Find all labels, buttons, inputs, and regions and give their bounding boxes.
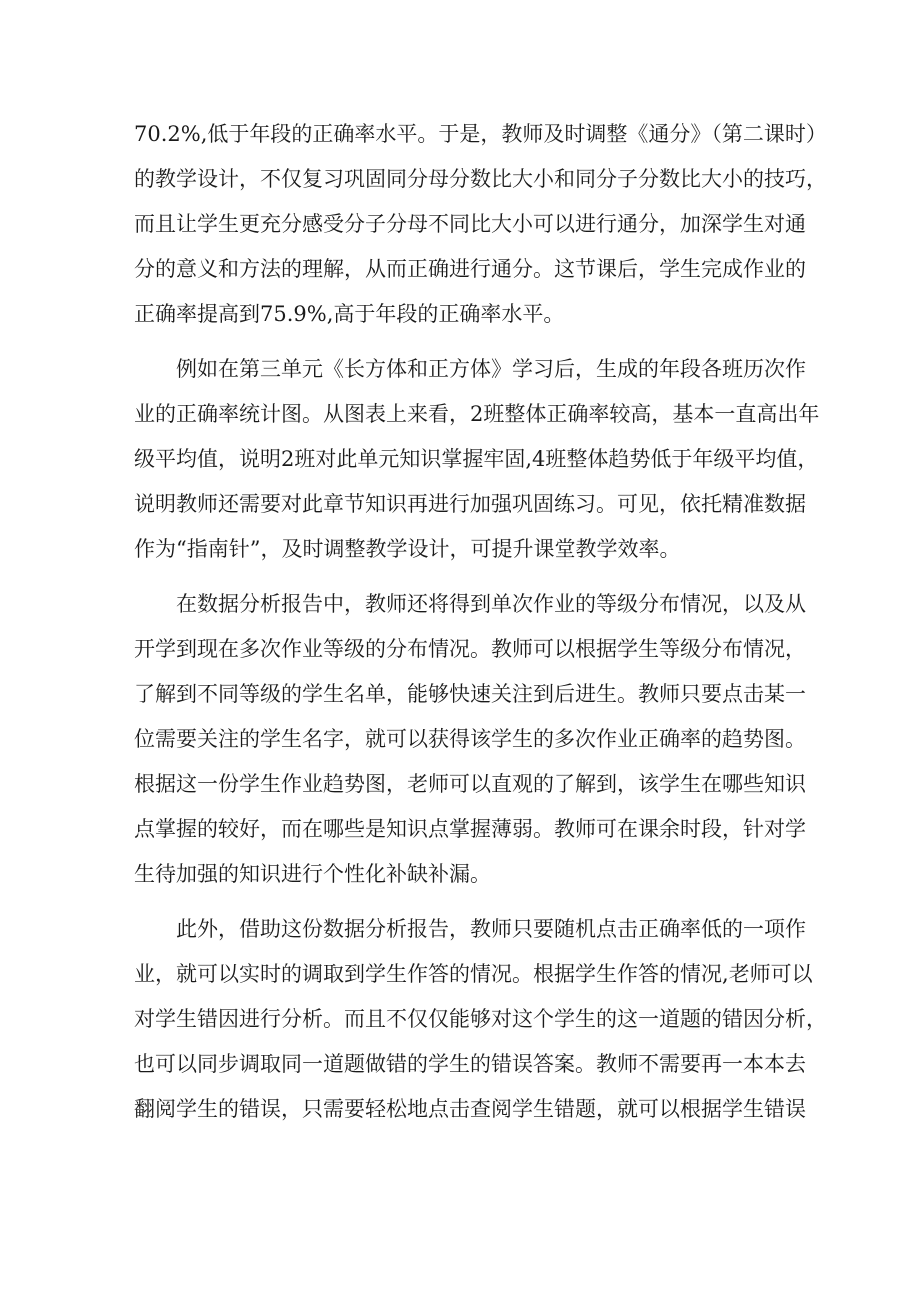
- text-line: 业的正确率统计图。从图表上来看，2班整体正确率较高，基本一直高出年: [134, 402, 820, 426]
- text-line: 正确率提高到75.9%,高于年段的正确率水平。: [134, 302, 565, 326]
- text-line: 也可以同步调取同一道题做错的学生的错误答案。教师不需要再一本本去: [134, 1052, 806, 1076]
- paragraph-3: [134, 582, 806, 897]
- text-line: 在数据分析报告中，教师还将得到单次作业的等级分布情况，以及从: [176, 592, 806, 616]
- text-line: 例如在第三单元《长方体和正方体》学习后，生成的年段各班历次作: [176, 357, 806, 381]
- text-line: 级平均值，说明2班对此单元知识掌握牢固,4班整体趋势低于年级平均值，: [134, 447, 819, 471]
- text-line: 说明教师还需要对此章节知识再进行加强巩固练习。可见，依托精准数据: [134, 492, 806, 516]
- text-line: 开学到现在多次作业等级的分布情况。教师可以根据学生等级分布情况，: [134, 637, 806, 661]
- text-line: 作为“指南针”，及时调整教学设计，可提升课堂教学效率。: [134, 537, 681, 561]
- paragraph-1: [134, 112, 827, 337]
- text-line: 而且让学生更充分感受分子分母不同比大小可以进行通分，加深学生对通: [134, 212, 806, 236]
- paragraph-4: [134, 907, 827, 1132]
- paragraph-gap: [134, 337, 794, 347]
- text-line: 70.2%,低于年段的正确率水平。于是，教师及时调整《通分》（第二课时）: [134, 122, 827, 146]
- text-line: 点掌握的较好，而在哪些是知识点掌握薄弱。教师可在课余时段，针对学: [134, 817, 806, 841]
- text-line: 分的意义和方法的理解，从而正确进行通分。这节课后，学生完成作业的: [134, 257, 806, 281]
- text-line: 业，就可以实时的调取到学生作答的情况。根据学生作答的情况,老师可以: [134, 962, 813, 986]
- text-line: 了解到不同等级的学生名单，能够快速关注到后进生。教师只要点击某一: [134, 682, 806, 706]
- article-body: [134, 112, 827, 1132]
- text-line: 位需要关注的学生名字，就可以获得该学生的多次作业正确率的趋势图。: [134, 727, 806, 751]
- paragraph-2: [134, 347, 820, 572]
- text-line: 根据这一份学生作业趋势图，老师可以直观的了解到，该学生在哪些知识: [134, 772, 806, 796]
- text-line: 生待加强的知识进行个性化补缺补漏。: [134, 862, 491, 886]
- text-line: 翻阅学生的错误，只需要轻松地点击查阅学生错题，就可以根据学生错误: [134, 1097, 806, 1121]
- text-line: 此外，借助这份数据分析报告，教师只要随机点击正确率低的一项作: [176, 917, 806, 941]
- paragraph-gap: [134, 572, 794, 582]
- paragraph-gap: [134, 897, 794, 907]
- text-line: 的教学设计，不仅复习巩固同分母分数比大小和同分子分数比大小的技巧，: [134, 167, 827, 191]
- text-line: 对学生错因进行分析。而且不仅仅能够对这个学生的这一道题的错因分析，: [134, 1007, 827, 1031]
